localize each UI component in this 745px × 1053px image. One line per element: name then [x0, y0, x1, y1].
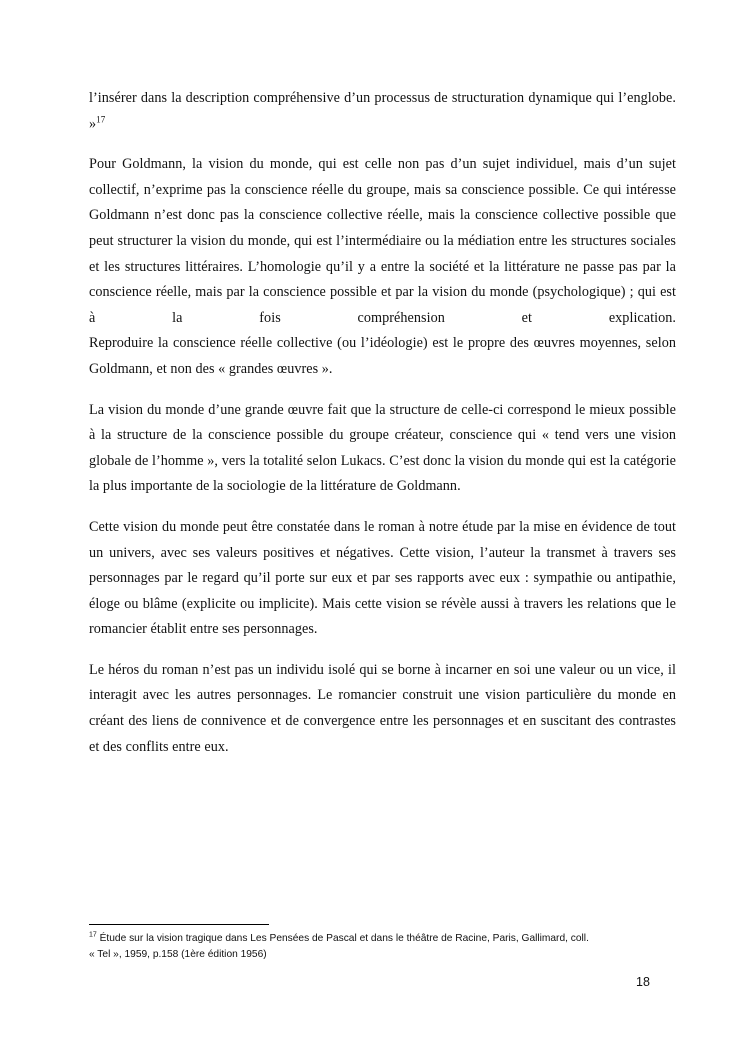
paragraph-5: Le héros du roman n’est pas un individu isolé qui se borne à incarner en soi une valeur ou un vice, il interagit avec les autres personnages. Le romancier construit une vision particulière du monde en créant des liens de connivence et de convergence entre les personnages et en suscitant des contrastes et des conflits entre eux. — [89, 661, 676, 755]
paragraph-2-text-continued: Reproduire la conscience réelle collective (ou l’idéologie) est le propre des œuvres moyennes, selon Goldmann, et non des « grandes œuvres ». — [89, 335, 676, 377]
paragraph-4: Cette vision du monde peut être constatée dans le roman à notre étude par la mise en évidence de tout un univers, avec ses valeurs positives et négatives. Cette vision, l’auteur la transmet à travers ses personnages par le regard qu’il porte sur eux et par ses rapports avec eux : sympathie ou antipathie, éloge ou blâme (explicite ou implicite). Mais cette vision se révèle aussi à travers les relations que le romancier établit entre ses personnages. — [89, 518, 676, 638]
footnote-reference: 17 — [96, 113, 106, 124]
footnote-line-1 — [89, 931, 689, 947]
footnote — [89, 931, 689, 963]
paragraph-3: La vision du monde d’une grande œuvre fait que la structure de celle-ci correspond le mieux possible à la structure de la conscience possible du groupe créateur, conscience qui « tend vers une vision globale de l’homme », vers la totalité selon Lukacs. C’est donc la vision du monde qui est la catégorie la plus importante de la sociologie de la littérature de Goldmann. — [89, 401, 676, 495]
paragraph-1-text: l’insérer dans la description compréhensive d’un processus de structuration dynamique qui l’englobe. » — [89, 90, 676, 132]
footnote-separator — [89, 924, 269, 925]
footnote-number: 17 — [89, 931, 97, 939]
document-body — [89, 86, 676, 775]
footnote-line-2: « Tel », 1959, p.158 (1ère édition 1956) — [89, 949, 267, 960]
page-number: 18 — [636, 975, 650, 989]
footnote-text: Étude sur la vision tragique dans Les Pensées de Pascal et dans le théâtre de Racine, Paris, Gallimard, coll. — [96, 933, 589, 944]
paragraph-2 — [89, 152, 676, 382]
paragraph-2-text: Pour Goldmann, la vision du monde, qui est celle non pas d’un sujet individuel, mais d’un sujet collectif, n’exprime pas la conscience réelle du groupe, mais sa conscience possible. Ce qui intéresse Goldmann n’est donc pas la conscience collective réelle, mais la conscience collective possible que peut structurer la vision du monde, qui est l’intermédiaire ou la médiation entre les structures sociales et les structures littéraires. L’homologie qu’il y a entre la société et la littérature ne passe pas par la conscience réelle, mais par la conscience possible et par la vision du monde (psychologique) ; qui est à la fois compréhension et explication. — [89, 156, 676, 326]
paragraph-1 — [89, 86, 676, 137]
